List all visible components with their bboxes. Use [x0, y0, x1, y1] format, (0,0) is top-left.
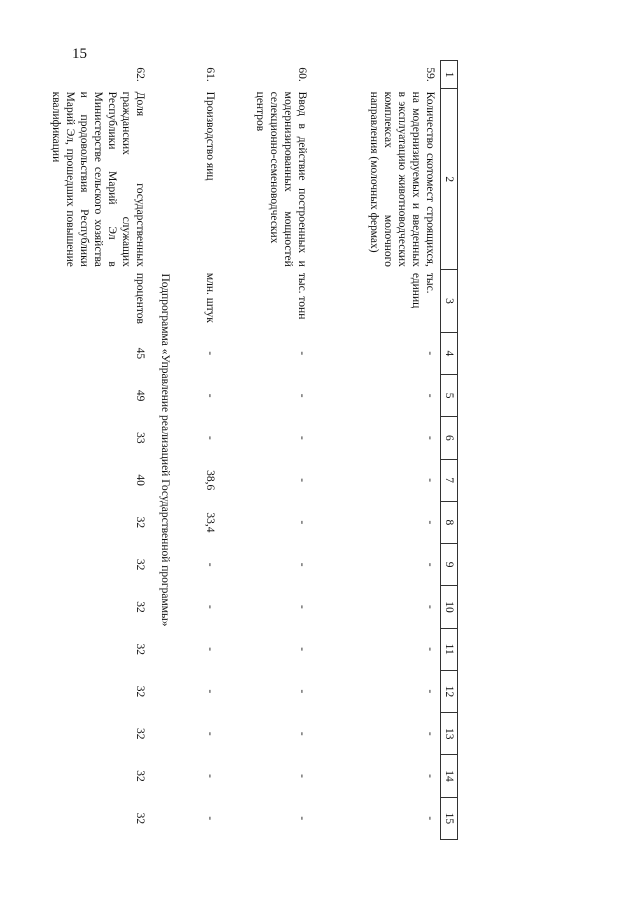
value-cell: -	[296, 435, 309, 440]
unit: тыс. тонн	[296, 272, 309, 320]
value-cell: 32	[134, 685, 147, 698]
value-cell: 32	[134, 558, 147, 571]
indicator-name: Ввод в действие построенных и модернизированных мощностей селекционно-семеноводческих центров	[254, 91, 309, 267]
value-cell: -	[296, 520, 309, 525]
col-header: 4	[441, 332, 458, 374]
value-cell: -	[204, 435, 217, 440]
value-cell: -	[296, 774, 309, 778]
subprogram-row	[151, 61, 181, 840]
col-header: 6	[441, 417, 458, 459]
col-header: 2	[441, 89, 458, 270]
value-cell: 40	[134, 474, 147, 486]
value-cell: -	[204, 816, 217, 821]
value-cell: -	[424, 731, 436, 736]
value-cell: -	[204, 605, 217, 609]
col-header: 8	[441, 501, 458, 543]
row-index: 61.	[204, 67, 217, 82]
value-cell: -	[204, 562, 217, 567]
col-header: 12	[441, 670, 458, 712]
col-header: 1	[441, 61, 458, 89]
value-cell: 32	[134, 770, 147, 782]
value-cell: 33	[134, 432, 147, 444]
value-cell: -	[424, 816, 436, 821]
value-cell: -	[296, 816, 309, 821]
value-cell: -	[424, 435, 436, 440]
value-cell: -	[204, 774, 217, 778]
value-cell: 32	[134, 812, 147, 825]
value-cell: 49	[134, 389, 147, 402]
value-cell: -	[296, 351, 309, 356]
col-header: 11	[441, 628, 458, 670]
value-cell: 32	[134, 727, 147, 740]
table-row	[221, 61, 313, 840]
col-header: 15	[441, 797, 458, 839]
value-cell: 38,6	[204, 470, 217, 491]
value-cell: -	[204, 351, 217, 356]
value-cell: -	[424, 605, 436, 609]
table-row	[47, 61, 151, 840]
value-cell: -	[424, 478, 436, 483]
value-cell: -	[296, 731, 309, 736]
indicator-name: Доля государственных гражданских служащих Республики Марий Эл в Министерстве сельского хозяйства и продовольствия Республики Марий Эл, прошедших повышение квалификации	[50, 91, 147, 267]
value-cell: -	[296, 562, 309, 567]
value-cell: -	[204, 647, 217, 652]
value-cell: 45	[134, 347, 147, 360]
value-cell: -	[204, 689, 217, 694]
value-cell: -	[424, 562, 436, 567]
page-number: 15	[72, 46, 87, 62]
table-row	[181, 61, 221, 840]
col-header: 13	[441, 713, 458, 755]
value-cell: -	[204, 731, 217, 736]
col-header: 3	[441, 270, 458, 332]
row-index: 60.	[296, 67, 309, 82]
unit: тыс. единиц	[410, 272, 436, 309]
subprogram-title: Подпрограмма «Управление реализацией Государственной программы»	[159, 273, 172, 627]
col-header: 7	[441, 459, 458, 501]
value-cell: -	[204, 393, 217, 398]
value-cell: -	[424, 774, 436, 778]
col-header: 9	[441, 544, 458, 586]
value-cell: -	[424, 351, 436, 356]
table-row	[313, 61, 441, 840]
row-index: 59.	[424, 67, 436, 82]
unit: млн. штук	[204, 272, 217, 323]
value-cell: -	[424, 647, 436, 652]
col-header: 10	[441, 586, 458, 628]
value-cell: 33,4	[204, 512, 217, 533]
value-cell: -	[296, 478, 309, 483]
value-cell: -	[296, 647, 309, 652]
indicator-name: Количество скотомест строящихся, на модернизируемых и введенных в эксплуатацию животноводческих комплексах молочного направления (молочных фермах)	[368, 91, 436, 267]
col-header: 5	[441, 374, 458, 416]
rotated-table-sheet	[0, 60, 458, 840]
indicators-table	[47, 60, 459, 840]
value-cell: -	[424, 393, 436, 398]
value-cell: 32	[134, 516, 147, 529]
value-cell: 32	[134, 643, 147, 655]
value-cell: 32	[134, 601, 147, 613]
row-index: 62.	[134, 67, 147, 82]
value-cell: -	[296, 689, 309, 694]
unit: процентов	[134, 272, 147, 324]
value-cell: -	[296, 393, 309, 398]
value-cell: -	[424, 689, 436, 694]
column-numbers-row	[441, 61, 458, 840]
value-cell: -	[296, 605, 309, 609]
value-cell: -	[424, 520, 436, 525]
col-header: 14	[441, 755, 458, 797]
indicator-name: Производство яиц	[204, 91, 217, 181]
